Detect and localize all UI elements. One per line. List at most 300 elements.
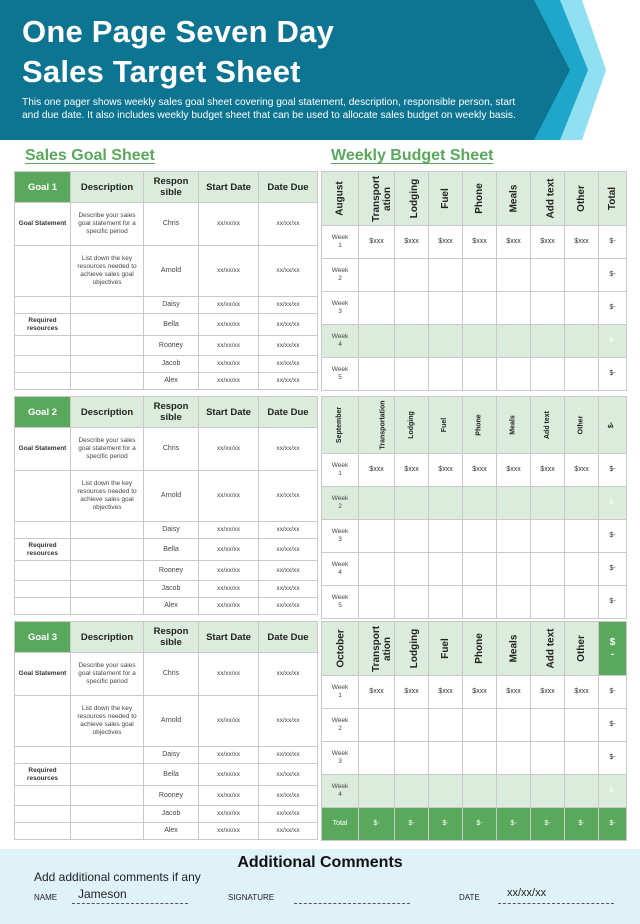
description-cell[interactable]	[71, 373, 144, 390]
responsible-cell[interactable]: Jacob	[144, 806, 199, 823]
budget-cell[interactable]	[359, 586, 395, 619]
total-row	[322, 808, 627, 841]
description-cell[interactable]	[71, 598, 144, 615]
additional-comments-panel	[0, 849, 640, 924]
budget-cell[interactable]	[497, 487, 531, 520]
due-date-cell[interactable]: xx/xx/xx	[259, 806, 318, 823]
week-word: Week	[331, 234, 349, 241]
goal-row	[15, 314, 318, 336]
budget-cell[interactable]	[531, 742, 565, 775]
goal-row	[15, 203, 318, 246]
responsible-cell[interactable]: Bella	[144, 539, 199, 561]
due-date-cell[interactable]: xx/xx/xx	[259, 471, 318, 522]
responsible-cell[interactable]: Jacob	[144, 581, 199, 598]
due-date-cell[interactable]: xx/xx/xx	[259, 786, 318, 806]
budget-cell[interactable]	[565, 292, 599, 325]
description-cell[interactable]: Describe your sales goal statement for a specific period	[71, 203, 144, 246]
budget-cell[interactable]	[395, 325, 429, 358]
total-row-cell: $-	[429, 808, 463, 841]
start-date-cell[interactable]: xx/xx/xx	[199, 471, 259, 522]
week-label	[322, 553, 359, 586]
budget-cell[interactable]	[565, 259, 599, 292]
goal-row	[15, 561, 318, 581]
budget-cell[interactable]: $xxx	[359, 226, 395, 259]
budget-cell[interactable]: $xxx	[531, 676, 565, 709]
responsible-cell[interactable]: Daisy	[144, 522, 199, 539]
start-date-cell[interactable]: xx/xx/xx	[199, 696, 259, 747]
week-row	[322, 487, 627, 520]
responsible-cell[interactable]: Arnold	[144, 246, 199, 297]
budget-cell[interactable]: $xxx	[463, 226, 497, 259]
budget-cell[interactable]: $xxx	[429, 226, 463, 259]
category-header	[531, 172, 565, 226]
label-cell	[15, 747, 71, 764]
responsible-cell[interactable]: Daisy	[144, 297, 199, 314]
week-word: Week	[331, 528, 349, 535]
budget-cell[interactable]	[395, 742, 429, 775]
budget-cell[interactable]	[359, 292, 395, 325]
due-date-cell[interactable]: xx/xx/xx	[259, 696, 318, 747]
description-cell[interactable]: Describe your sales goal statement for a specific period	[71, 428, 144, 471]
total-header-label: $-	[608, 421, 616, 429]
budget-cell[interactable]: $xxx	[395, 226, 429, 259]
week-row	[322, 709, 627, 742]
start-date-cell[interactable]: xx/xx/xx	[199, 522, 259, 539]
week-total-cell: $-	[599, 775, 627, 808]
category-label: Phone	[474, 633, 485, 664]
due-date-cell[interactable]: xx/xx/xx	[259, 561, 318, 581]
date-label: DATE	[459, 893, 480, 902]
description-cell[interactable]	[71, 786, 144, 806]
budget-cell[interactable]	[565, 742, 599, 775]
week-word: Week	[331, 783, 349, 790]
goal-row	[15, 246, 318, 297]
budget-cell[interactable]	[463, 292, 497, 325]
start-date-cell[interactable]: xx/xx/xx	[199, 561, 259, 581]
description-cell[interactable]: List down the key resources needed to achieve sales goal objectives	[71, 471, 144, 522]
budget-cell[interactable]	[359, 553, 395, 586]
budget-cell[interactable]	[463, 742, 497, 775]
start-date-cell[interactable]: xx/xx/xx	[199, 747, 259, 764]
responsible-cell[interactable]: Chris	[144, 653, 199, 696]
budget-cell[interactable]	[497, 586, 531, 619]
budget-cell[interactable]	[429, 292, 463, 325]
budget-cell[interactable]	[359, 775, 395, 808]
category-label: Meals	[509, 415, 517, 435]
start-date-cell[interactable]: xx/xx/xx	[199, 373, 259, 390]
budget-cell[interactable]	[463, 358, 497, 391]
budget-cell[interactable]	[359, 742, 395, 775]
description-cell[interactable]	[71, 764, 144, 786]
budget-table-3	[321, 621, 627, 841]
description-cell[interactable]	[71, 314, 144, 336]
budget-cell[interactable]	[497, 358, 531, 391]
start-date-cell[interactable]: xx/xx/xx	[199, 653, 259, 696]
goal-row	[15, 297, 318, 314]
week-number: 2	[338, 503, 342, 510]
budget-cell[interactable]: $xxx	[497, 676, 531, 709]
week-label	[322, 520, 359, 553]
description-cell[interactable]	[71, 539, 144, 561]
description-cell[interactable]	[71, 823, 144, 840]
responsible-cell[interactable]: Arnold	[144, 696, 199, 747]
responsible-cell[interactable]: Alex	[144, 598, 199, 615]
budget-cell[interactable]	[497, 709, 531, 742]
budget-table-2	[321, 396, 627, 619]
budget-cell[interactable]: $xxx	[395, 676, 429, 709]
budget-cell[interactable]	[463, 325, 497, 358]
week-word: Week	[331, 333, 349, 340]
week-number: 4	[338, 569, 342, 576]
responsible-cell[interactable]: Bella	[144, 764, 199, 786]
description-cell[interactable]	[71, 336, 144, 356]
budget-cell[interactable]	[395, 586, 429, 619]
start-date-cell[interactable]: xx/xx/xx	[199, 598, 259, 615]
due-date-cell[interactable]: xx/xx/xx	[259, 356, 318, 373]
budget-cell[interactable]: $xxx	[565, 226, 599, 259]
budget-cell[interactable]: $xxx	[497, 454, 531, 487]
goal-row	[15, 653, 318, 696]
week-row	[322, 586, 627, 619]
budget-cell[interactable]	[395, 520, 429, 553]
due-date-cell[interactable]: xx/xx/xx	[259, 823, 318, 840]
label-cell	[15, 561, 71, 581]
week-word: Week	[331, 366, 349, 373]
budget-cell[interactable]: $xxx	[531, 454, 565, 487]
start-date-cell[interactable]: xx/xx/xx	[199, 428, 259, 471]
responsible-cell[interactable]: Daisy	[144, 747, 199, 764]
week-row	[322, 742, 627, 775]
budget-cell[interactable]	[565, 553, 599, 586]
week-row	[322, 358, 627, 391]
start-date-cell[interactable]: xx/xx/xx	[199, 823, 259, 840]
budget-table-1	[321, 171, 627, 391]
budget-cell[interactable]	[395, 358, 429, 391]
budget-cell[interactable]	[463, 586, 497, 619]
week-total-cell: $-	[599, 292, 627, 325]
goal-row	[15, 471, 318, 522]
week-total-cell: $-	[599, 520, 627, 553]
week-label	[322, 586, 359, 619]
budget-cell[interactable]	[565, 586, 599, 619]
start-date-cell[interactable]: xx/xx/xx	[199, 314, 259, 336]
due-date-cell[interactable]: xx/xx/xx	[259, 336, 318, 356]
category-label: Lodging	[409, 178, 421, 219]
goal-row	[15, 786, 318, 806]
budget-cell[interactable]: $xxx	[531, 226, 565, 259]
week-number: 3	[338, 536, 342, 543]
start-date-cell[interactable]: xx/xx/xx	[199, 246, 259, 297]
week-total-cell: $-	[599, 709, 627, 742]
week-number: 4	[338, 341, 342, 348]
budget-cell[interactable]	[429, 259, 463, 292]
category-header	[429, 172, 463, 226]
goal-name-cell: Goal 2	[15, 397, 71, 428]
week-number: 5	[338, 602, 342, 609]
date-line	[498, 903, 614, 904]
budget-cell[interactable]	[565, 487, 599, 520]
budget-cell[interactable]: $xxx	[395, 454, 429, 487]
budget-cell[interactable]	[531, 709, 565, 742]
responsible-header: Respon sible	[144, 172, 199, 203]
description-cell[interactable]	[71, 561, 144, 581]
budget-cell[interactable]	[531, 775, 565, 808]
responsible-cell[interactable]: Bella	[144, 314, 199, 336]
week-total-cell: $-	[599, 358, 627, 391]
category-label: Add text	[545, 178, 557, 219]
description-cell[interactable]	[71, 806, 144, 823]
budget-cell[interactable]	[429, 325, 463, 358]
start-date-cell[interactable]: xx/xx/xx	[199, 539, 259, 561]
category-header	[565, 172, 599, 226]
budget-cell[interactable]: $xxx	[463, 676, 497, 709]
due-date-cell[interactable]: xx/xx/xx	[259, 747, 318, 764]
budget-cell[interactable]	[429, 358, 463, 391]
budget-cell[interactable]	[395, 553, 429, 586]
category-label: Phone	[474, 183, 485, 214]
budget-cell[interactable]	[395, 709, 429, 742]
budget-cell[interactable]	[429, 709, 463, 742]
goal-row	[15, 356, 318, 373]
description-cell[interactable]: List down the key resources needed to achieve sales goal objectives	[71, 246, 144, 297]
due-date-cell[interactable]: xx/xx/xx	[259, 246, 318, 297]
week-number: 3	[338, 308, 342, 315]
budget-cell[interactable]: $xxx	[463, 454, 497, 487]
name-label: NAME	[34, 893, 58, 902]
date-value[interactable]: xx/xx/xx	[507, 887, 547, 899]
signature-line[interactable]	[294, 903, 410, 904]
start-date-cell[interactable]: xx/xx/xx	[199, 764, 259, 786]
budget-cell[interactable]	[429, 742, 463, 775]
header-banner	[0, 0, 640, 140]
label-cell	[15, 786, 71, 806]
total-row-label: Total	[322, 808, 359, 841]
week-total-cell: $-	[599, 676, 627, 709]
additional-comments-subtitle: Add additional comments if any	[34, 870, 201, 884]
budget-cell[interactable]	[531, 520, 565, 553]
budget-cell[interactable]	[359, 358, 395, 391]
budget-cell[interactable]	[463, 553, 497, 586]
due-date-cell[interactable]: xx/xx/xx	[259, 314, 318, 336]
start-date-cell[interactable]: xx/xx/xx	[199, 336, 259, 356]
budget-cell[interactable]	[497, 775, 531, 808]
budget-cell[interactable]	[565, 325, 599, 358]
start-date-cell[interactable]: xx/xx/xx	[199, 356, 259, 373]
budget-cell[interactable]: $xxx	[497, 226, 531, 259]
week-label	[322, 454, 359, 487]
budget-cell[interactable]	[565, 520, 599, 553]
budget-cell[interactable]	[565, 775, 599, 808]
budget-cell[interactable]	[565, 709, 599, 742]
budget-cell[interactable]	[463, 709, 497, 742]
week-row	[322, 454, 627, 487]
due-date-cell[interactable]: xx/xx/xx	[259, 297, 318, 314]
budget-cell[interactable]	[395, 259, 429, 292]
budget-cell[interactable]	[463, 520, 497, 553]
due-date-cell[interactable]: xx/xx/xx	[259, 653, 318, 696]
name-value[interactable]: Jameson	[78, 887, 127, 901]
additional-comments-title: Additional Comments	[237, 854, 403, 871]
goal-row	[15, 823, 318, 840]
budget-cell[interactable]	[565, 358, 599, 391]
due-date-cell[interactable]: xx/xx/xx	[259, 428, 318, 471]
budget-cell[interactable]: $xxx	[565, 676, 599, 709]
budget-cell[interactable]	[429, 553, 463, 586]
budget-cell[interactable]	[497, 553, 531, 586]
description-cell[interactable]: Describe your sales goal statement for a specific period	[71, 653, 144, 696]
due-date-cell[interactable]: xx/xx/xx	[259, 539, 318, 561]
category-label: Transport ation	[371, 625, 393, 672]
week-number: 3	[338, 758, 342, 765]
budget-cell[interactable]: $xxx	[565, 454, 599, 487]
week-number: 4	[338, 791, 342, 798]
month-header	[322, 622, 359, 676]
category-header	[497, 622, 531, 676]
budget-cell[interactable]	[359, 520, 395, 553]
category-header	[531, 397, 565, 454]
budget-cell[interactable]	[429, 775, 463, 808]
budget-cell[interactable]	[531, 586, 565, 619]
week-row	[322, 259, 627, 292]
budget-cell[interactable]	[497, 292, 531, 325]
budget-cell[interactable]	[395, 775, 429, 808]
responsible-cell[interactable]: Chris	[144, 428, 199, 471]
week-row	[322, 292, 627, 325]
due-date-cell[interactable]: xx/xx/xx	[259, 764, 318, 786]
budget-cell[interactable]	[531, 487, 565, 520]
budget-cell[interactable]	[497, 259, 531, 292]
start-date-cell[interactable]: xx/xx/xx	[199, 297, 259, 314]
budget-cell[interactable]	[497, 325, 531, 358]
due-date-cell[interactable]: xx/xx/xx	[259, 373, 318, 390]
budget-cell[interactable]: $xxx	[359, 454, 395, 487]
title-line-1: One Page Seven Day	[22, 14, 335, 49]
budget-header-row	[322, 397, 627, 454]
start-date-cell[interactable]: xx/xx/xx	[199, 786, 259, 806]
budget-cell[interactable]	[429, 586, 463, 619]
description-cell[interactable]	[71, 522, 144, 539]
description-cell[interactable]	[71, 581, 144, 598]
week-label	[322, 226, 359, 259]
goal-row	[15, 696, 318, 747]
start-date-cell[interactable]: xx/xx/xx	[199, 806, 259, 823]
budget-cell[interactable]	[395, 487, 429, 520]
goal-statement-label: Goal Statement	[15, 428, 71, 471]
responsible-cell[interactable]: Chris	[144, 203, 199, 246]
total-row-cell: $-	[599, 808, 627, 841]
week-label	[322, 742, 359, 775]
responsible-header: Respon sible	[144, 397, 199, 428]
category-label: Lodging	[409, 628, 421, 669]
due-date-cell[interactable]: xx/xx/xx	[259, 203, 318, 246]
description-header: Description	[71, 397, 144, 428]
category-header	[463, 397, 497, 454]
budget-cell[interactable]: $xxx	[429, 454, 463, 487]
category-header	[429, 397, 463, 454]
description-cell[interactable]	[71, 297, 144, 314]
budget-cell[interactable]: $xxx	[359, 676, 395, 709]
sales-goal-title: Sales Goal Sheet	[25, 147, 155, 164]
responsible-cell[interactable]: Rooney	[144, 561, 199, 581]
due-date-cell[interactable]: xx/xx/xx	[259, 581, 318, 598]
label-cell	[15, 806, 71, 823]
goal-row	[15, 522, 318, 539]
budget-cell[interactable]	[359, 325, 395, 358]
label-cell	[15, 471, 71, 522]
week-word: Week	[331, 594, 349, 601]
budget-cell[interactable]	[429, 487, 463, 520]
budget-cell[interactable]	[531, 259, 565, 292]
budget-cell[interactable]	[463, 775, 497, 808]
label-cell	[15, 373, 71, 390]
budget-cell[interactable]	[497, 742, 531, 775]
month-label: October	[335, 629, 347, 668]
description-header: Description	[71, 622, 144, 653]
budget-cell[interactable]	[395, 292, 429, 325]
due-date-header: Date Due	[259, 622, 318, 653]
due-date-cell[interactable]: xx/xx/xx	[259, 522, 318, 539]
category-header	[395, 172, 429, 226]
goal-row	[15, 373, 318, 390]
goal-name-cell: Goal 3	[15, 622, 71, 653]
category-label: Other	[575, 635, 587, 662]
budget-cell[interactable]	[531, 358, 565, 391]
label-cell	[15, 696, 71, 747]
budget-cell[interactable]	[359, 259, 395, 292]
start-date-cell[interactable]: xx/xx/xx	[199, 203, 259, 246]
responsible-cell[interactable]: Jacob	[144, 356, 199, 373]
weekly-budget-title: Weekly Budget Sheet	[331, 147, 494, 164]
budget-cell[interactable]	[463, 487, 497, 520]
description-cell[interactable]	[71, 747, 144, 764]
responsible-cell[interactable]: Alex	[144, 823, 199, 840]
category-header	[531, 622, 565, 676]
week-word: Week	[331, 750, 349, 757]
responsible-cell[interactable]: Arnold	[144, 471, 199, 522]
description-cell[interactable]: List down the key resources needed to achieve sales goal objectives	[71, 696, 144, 747]
week-row	[322, 325, 627, 358]
budget-cell[interactable]	[359, 709, 395, 742]
budget-cell[interactable]: $xxx	[429, 676, 463, 709]
budget-cell[interactable]	[531, 292, 565, 325]
category-header	[359, 172, 395, 226]
budget-cell[interactable]	[531, 553, 565, 586]
responsible-cell[interactable]: Rooney	[144, 336, 199, 356]
description-cell[interactable]	[71, 356, 144, 373]
start-date-header: Start Date	[199, 397, 259, 428]
week-total-cell: $-	[599, 325, 627, 358]
budget-cell[interactable]	[359, 487, 395, 520]
budget-cell[interactable]	[429, 520, 463, 553]
due-date-cell[interactable]: xx/xx/xx	[259, 598, 318, 615]
responsible-cell[interactable]: Alex	[144, 373, 199, 390]
budget-cell[interactable]	[531, 325, 565, 358]
week-label	[322, 709, 359, 742]
total-row-cell: $-	[497, 808, 531, 841]
responsible-header: Respon sible	[144, 622, 199, 653]
month-label: September	[336, 406, 344, 444]
week-word: Week	[331, 717, 349, 724]
category-label: Fuel	[440, 638, 451, 659]
start-date-cell[interactable]: xx/xx/xx	[199, 581, 259, 598]
label-cell	[15, 336, 71, 356]
goal-row	[15, 581, 318, 598]
budget-cell[interactable]	[497, 520, 531, 553]
responsible-cell[interactable]: Rooney	[144, 786, 199, 806]
budget-cell[interactable]	[463, 259, 497, 292]
goal-table-1	[14, 171, 318, 390]
category-header	[395, 397, 429, 454]
